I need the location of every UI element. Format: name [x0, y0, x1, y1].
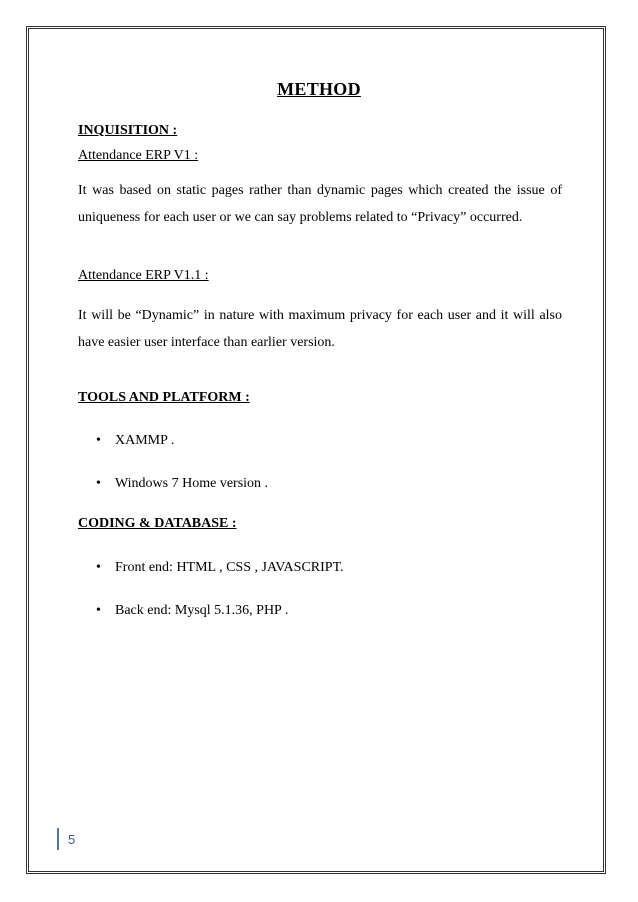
list-item-text: XAMMP . [115, 433, 175, 448]
bullet-icon: • [96, 603, 101, 618]
bullet-icon: • [96, 433, 101, 448]
list-item [96, 603, 288, 619]
list-item-text: Front end: HTML , CSS , JAVASCRIPT. [115, 560, 344, 575]
v1-label: Attendance ERP V1 : [78, 148, 199, 163]
bullet-icon: • [96, 560, 101, 575]
list-item-text: Windows 7 Home version . [115, 476, 269, 491]
bullet-icon: • [96, 476, 101, 491]
page-title: METHOD [277, 79, 361, 99]
v11-paragraph: It will be “Dynamic” in nature with maximum privacy for each user and it will also have easier user interface than earlier version. [78, 308, 562, 350]
list-item-text: Back end: Mysql 5.1.36, PHP . [115, 603, 289, 618]
page-number-bar [57, 828, 59, 850]
page-number: 5 [68, 832, 76, 847]
list-item [96, 560, 344, 576]
v1-paragraph: It was based on static pages rather than dynamic pages which created the issue of uniqueness for each user or we can say problems related to “Privacy” occurred. [78, 183, 562, 225]
v11-label: Attendance ERP V1.1 : [78, 268, 209, 283]
tools-heading: TOOLS AND PLATFORM : [78, 390, 250, 405]
list-item [96, 433, 174, 449]
coding-heading: CODING & DATABASE : [78, 516, 237, 531]
list-item [96, 476, 268, 492]
inquisition-heading: INQUISITION : [78, 123, 178, 138]
